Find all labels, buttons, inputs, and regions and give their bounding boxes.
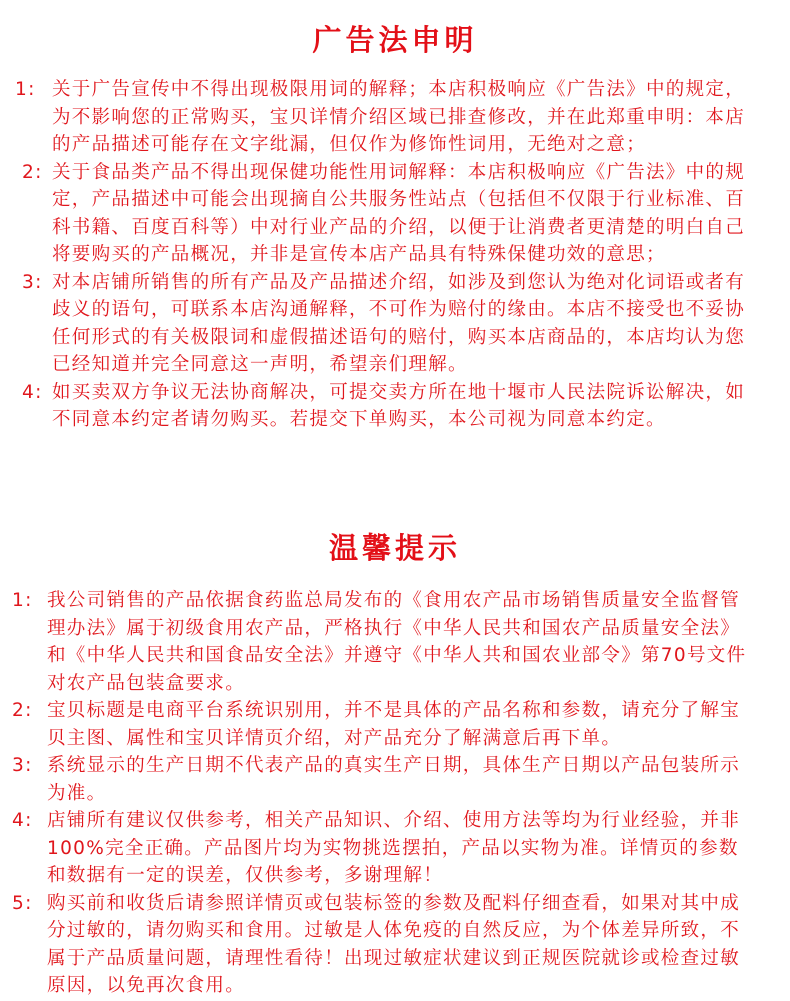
item-text: 店铺所有建议仅供参考，相关产品知识、介绍、使用方法等均为行业经验，并非100%完全正确。产品图片均为实物挑选摆拍，产品以实物为准。详情页的参数和数据有一定的误差，仅供参考，多谢理解！: [47, 810, 741, 886]
ad-law-section: [0, 18, 790, 434]
tips-item-1: [0, 587, 790, 697]
tips-title: 温馨提示: [328, 531, 461, 565]
item-number: 2:: [22, 161, 43, 183]
item-number: 4:: [22, 381, 43, 403]
ad-law-item-4: [0, 379, 790, 434]
item-text: 购买前和收货后请参照详情页或包装标签的参数及配料仔细查看，如果对其中成分过敏的，请勿购买和食用。过敏是人体免疫的自然反应，为个体差异所致，不属于产品质量问题，请理性看待！出现过敏症状建议到正规医院就诊或检查过敏原因，以免再次食用。: [47, 892, 741, 996]
item-number: 3:: [12, 755, 33, 776]
item-text: 我公司销售的产品依据食药监总局发布的《食用农产品市场销售质量安全监督管理办法》属于初级食用农产品，严格执行《中华人民共和国农产品质量安全法》和《中华人民共和国食品安全法》并遵守《中华人共和国农业部令》第70号文件对农产品包装盒要求。: [47, 590, 747, 694]
item-text: 关于广告宣传中不得出现极限用词的解释；本店积极响应《广告法》中的规定，为不影响您的正常购买，宝贝详情介绍区域已排查修改，并在此郑重申明：本店的产品描述可能存在文字纰漏，但仅作为修饰性词用，无绝对之意；: [52, 79, 746, 155]
item-number: 3:: [22, 271, 43, 293]
tips-item-4: [0, 807, 790, 890]
item-number: 1:: [12, 590, 33, 611]
item-number: 1:: [15, 79, 36, 100]
item-number: 2:: [12, 700, 33, 721]
ad-law-item-3: [0, 269, 790, 379]
item-text: 关于食品类产品不得出现保健功能性用词解释：本店积极响应《广告法》中的规定，产品描述中可能会出现摘自公共服务性站点（包括但不仅限于行业标准、百科书籍、百度百科等）中对行业产品的介绍，以便于让消费者更清楚的明白自己将要购买的产品概况，并非是宣传本店产品具有特殊保健功效的意思；: [52, 161, 746, 265]
ad-law-item-1: [0, 76, 790, 159]
item-text: 宝贝标题是电商平台系统识别用，并不是具体的产品名称和参数，请充分了解宝贝主图、属性和宝贝详情页介绍，对产品充分了解满意后再下单。: [47, 700, 741, 749]
item-number: 4:: [12, 810, 33, 831]
tips-item-2: [0, 697, 790, 752]
item-text: 系统显示的生产日期不代表产品的真实生产日期，具体生产日期以产品包装所示为准。: [47, 755, 741, 804]
ad-law-item-2: [0, 159, 790, 269]
item-number: 5:: [12, 892, 33, 914]
tips-item-3: [0, 752, 790, 807]
tips-item-5: [0, 890, 790, 1000]
item-text: 如买卖双方争议无法协商解决，可提交卖方所在地十堰市人民法院诉讼解决，如不同意本约定者请勿购买。若提交下单购买，本公司视为同意本约定。: [52, 381, 746, 430]
ad-law-title: 广告法申明: [312, 23, 478, 57]
item-text: 对本店铺所销售的所有产品及产品描述介绍，如涉及到您认为绝对化词语或者有歧义的语句，可联系本店沟通解释，不可作为赔付的缘由。本店不接受也不妥协任何形式的有关极限词和虚假描述语句的赔付，购买本店商品的，本店均认为您已经知道并完全同意这一声明，希望亲们理解。: [52, 271, 746, 375]
tips-section: [0, 526, 790, 1000]
